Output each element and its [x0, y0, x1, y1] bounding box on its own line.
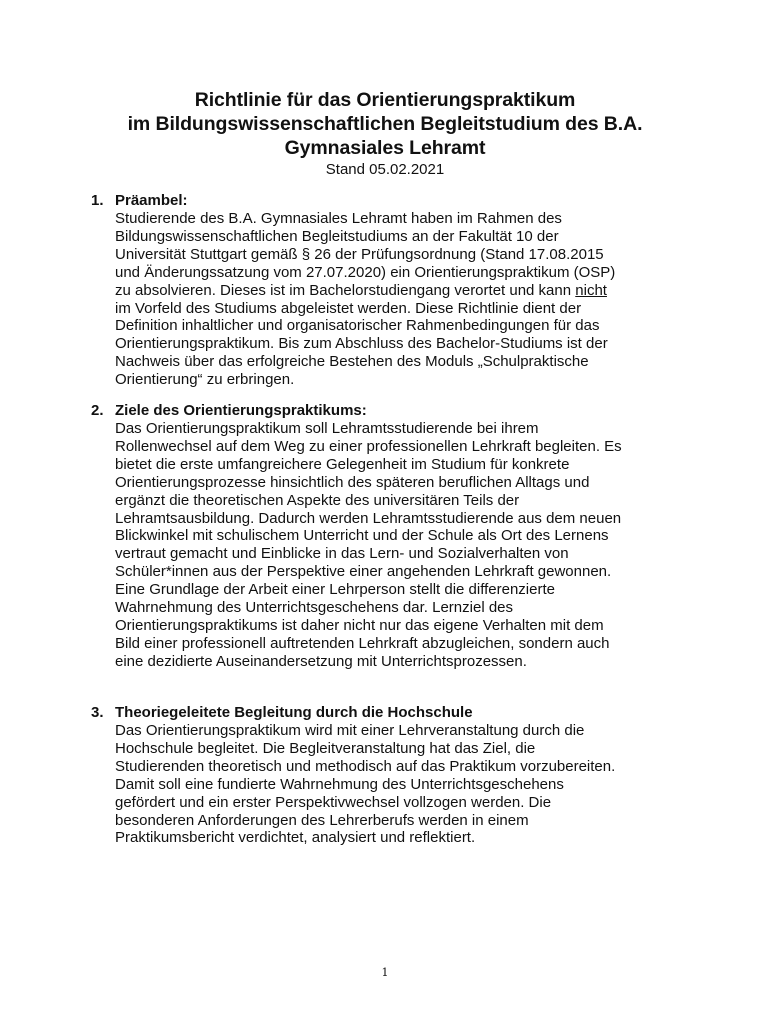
body-line: Studierende des B.A. Gymnasiales Lehramt haben im Rahmen des	[115, 210, 562, 227]
section-theory-guidance	[90, 704, 690, 847]
body-line: besonderen Anforderungen des Lehrerberufs werden in einem	[115, 811, 529, 829]
document-title-line-2: im Bildungswissenschaftlichen Begleitstudium des B.A.	[127, 113, 643, 135]
body-line: Universität Stuttgart gemäß § 26 der Prüfungsordnung (Stand 17.08.2015	[115, 245, 604, 263]
body-line: ergänzt die theoretischen Aspekte des universitären Teils der	[115, 491, 520, 509]
body-line	[115, 282, 690, 300]
body-line: Definition inhaltlicher und organisatorischer Rahmenbedingungen für das	[115, 317, 600, 335]
section-heading-text: Theoriegeleitete Begleitung durch die Hochschule	[115, 704, 473, 721]
section-goals	[90, 402, 690, 671]
body-line: und Änderungssatzung vom 27.07.2020) ein Orientierungspraktikum (OSP)	[115, 263, 616, 281]
document-title-block	[0, 88, 770, 179]
body-line: eine dezidierte Auseinandersetzung mit Unterrichtsprozessen.	[115, 652, 527, 670]
section-heading-text: Ziele des Orientierungspraktikums:	[115, 402, 367, 419]
body-line: Wahrnehmung des Unterrichtsgeschehens dar. Lernziel des	[115, 599, 513, 617]
section-heading-text: Präambel:	[115, 192, 188, 209]
body-line: Eine Grundlage der Arbeit einer Lehrperson stellt die differenzierte	[115, 581, 555, 599]
section-number: 1.	[91, 192, 104, 209]
body-line: gefördert und ein erster Perspektivwechsel vollzogen werden. Die	[115, 793, 552, 811]
section-heading	[90, 192, 690, 210]
body-line-text: zu absolvieren. Dieses ist im Bachelorstudiengang verortet und kann	[115, 281, 576, 299]
body-line: Orientierungspraktikums ist daher nicht nur das eigene Verhalten mit dem	[115, 616, 604, 634]
section-heading	[90, 402, 690, 420]
body-line: Hochschule begleitet. Die Begleitveranstaltung hat das Ziel, die	[115, 739, 536, 757]
document-title-line-3: Gymnasiales Lehramt	[284, 137, 486, 159]
section-number: 2.	[91, 402, 104, 419]
underlined-word: nicht	[575, 281, 607, 299]
section-heading	[90, 704, 690, 722]
section-body	[90, 210, 690, 389]
page-number: 1	[381, 966, 389, 979]
body-line: Damit soll eine fundierte Wahrnehmung des Unterrichtsgeschehens	[115, 775, 564, 793]
section-number: 3.	[91, 704, 104, 721]
section-preamble	[90, 192, 690, 389]
body-line: Orientierungsprozesse hinsichtlich des späteren beruflichen Alltags und	[115, 473, 590, 491]
body-line: Blickwinkel mit schulischem Unterricht und der Schule als Ort des Lernens	[115, 527, 609, 545]
body-line: vertraut gemacht und Einblicke in das Lern- und Sozialverhalten von	[115, 545, 569, 563]
body-line: Studierenden theoretisch und methodisch auf das Praktikum vorzubereiten.	[115, 757, 616, 775]
document-date: Stand 05.02.2021	[325, 161, 445, 178]
body-line: Nachweis über das erfolgreiche Bestehen des Moduls „Schulpraktische	[115, 353, 589, 371]
body-line: Praktikumsbericht verdichtet, analysiert und reflektiert.	[115, 829, 476, 847]
body-line: im Vorfeld des Studiums abgeleistet werden. Diese Richtlinie dient der	[115, 299, 582, 317]
body-line: Orientierungspraktikum. Bis zum Abschluss des Bachelor-Studiums ist der	[115, 335, 608, 353]
body-line: Bildungswissenschaftlichen Begleitstudiums an der Fakultät 10 der	[115, 227, 559, 245]
body-line: Das Orientierungspraktikum soll Lehramtsstudierende bei ihrem	[115, 420, 539, 437]
body-line: bietet die erste umfangreichere Gelegenheit im Studium für konkrete	[115, 455, 570, 473]
document-title-line-1: Richtlinie für das Orientierungspraktikum	[194, 89, 576, 111]
body-line: Das Orientierungspraktikum wird mit einer Lehrveranstaltung durch die	[115, 722, 585, 739]
body-line: Schüler*innen aus der Perspektive einer angehenden Lehrkraft gewonnen.	[115, 563, 612, 581]
body-line: Orientierung“ zu erbringen.	[115, 371, 295, 389]
body-line: Lehramtsausbildung. Dadurch werden Lehramtsstudierende aus dem neuen	[115, 509, 622, 527]
body-line: Bild einer professionell auftretenden Lehrkraft abzugleichen, sondern auch	[115, 634, 610, 652]
body-line: Rollenwechsel auf dem Weg zu einer professionellen Lehrkraft begleiten. Es	[115, 437, 622, 455]
section-body	[90, 722, 690, 847]
section-body	[90, 420, 690, 671]
